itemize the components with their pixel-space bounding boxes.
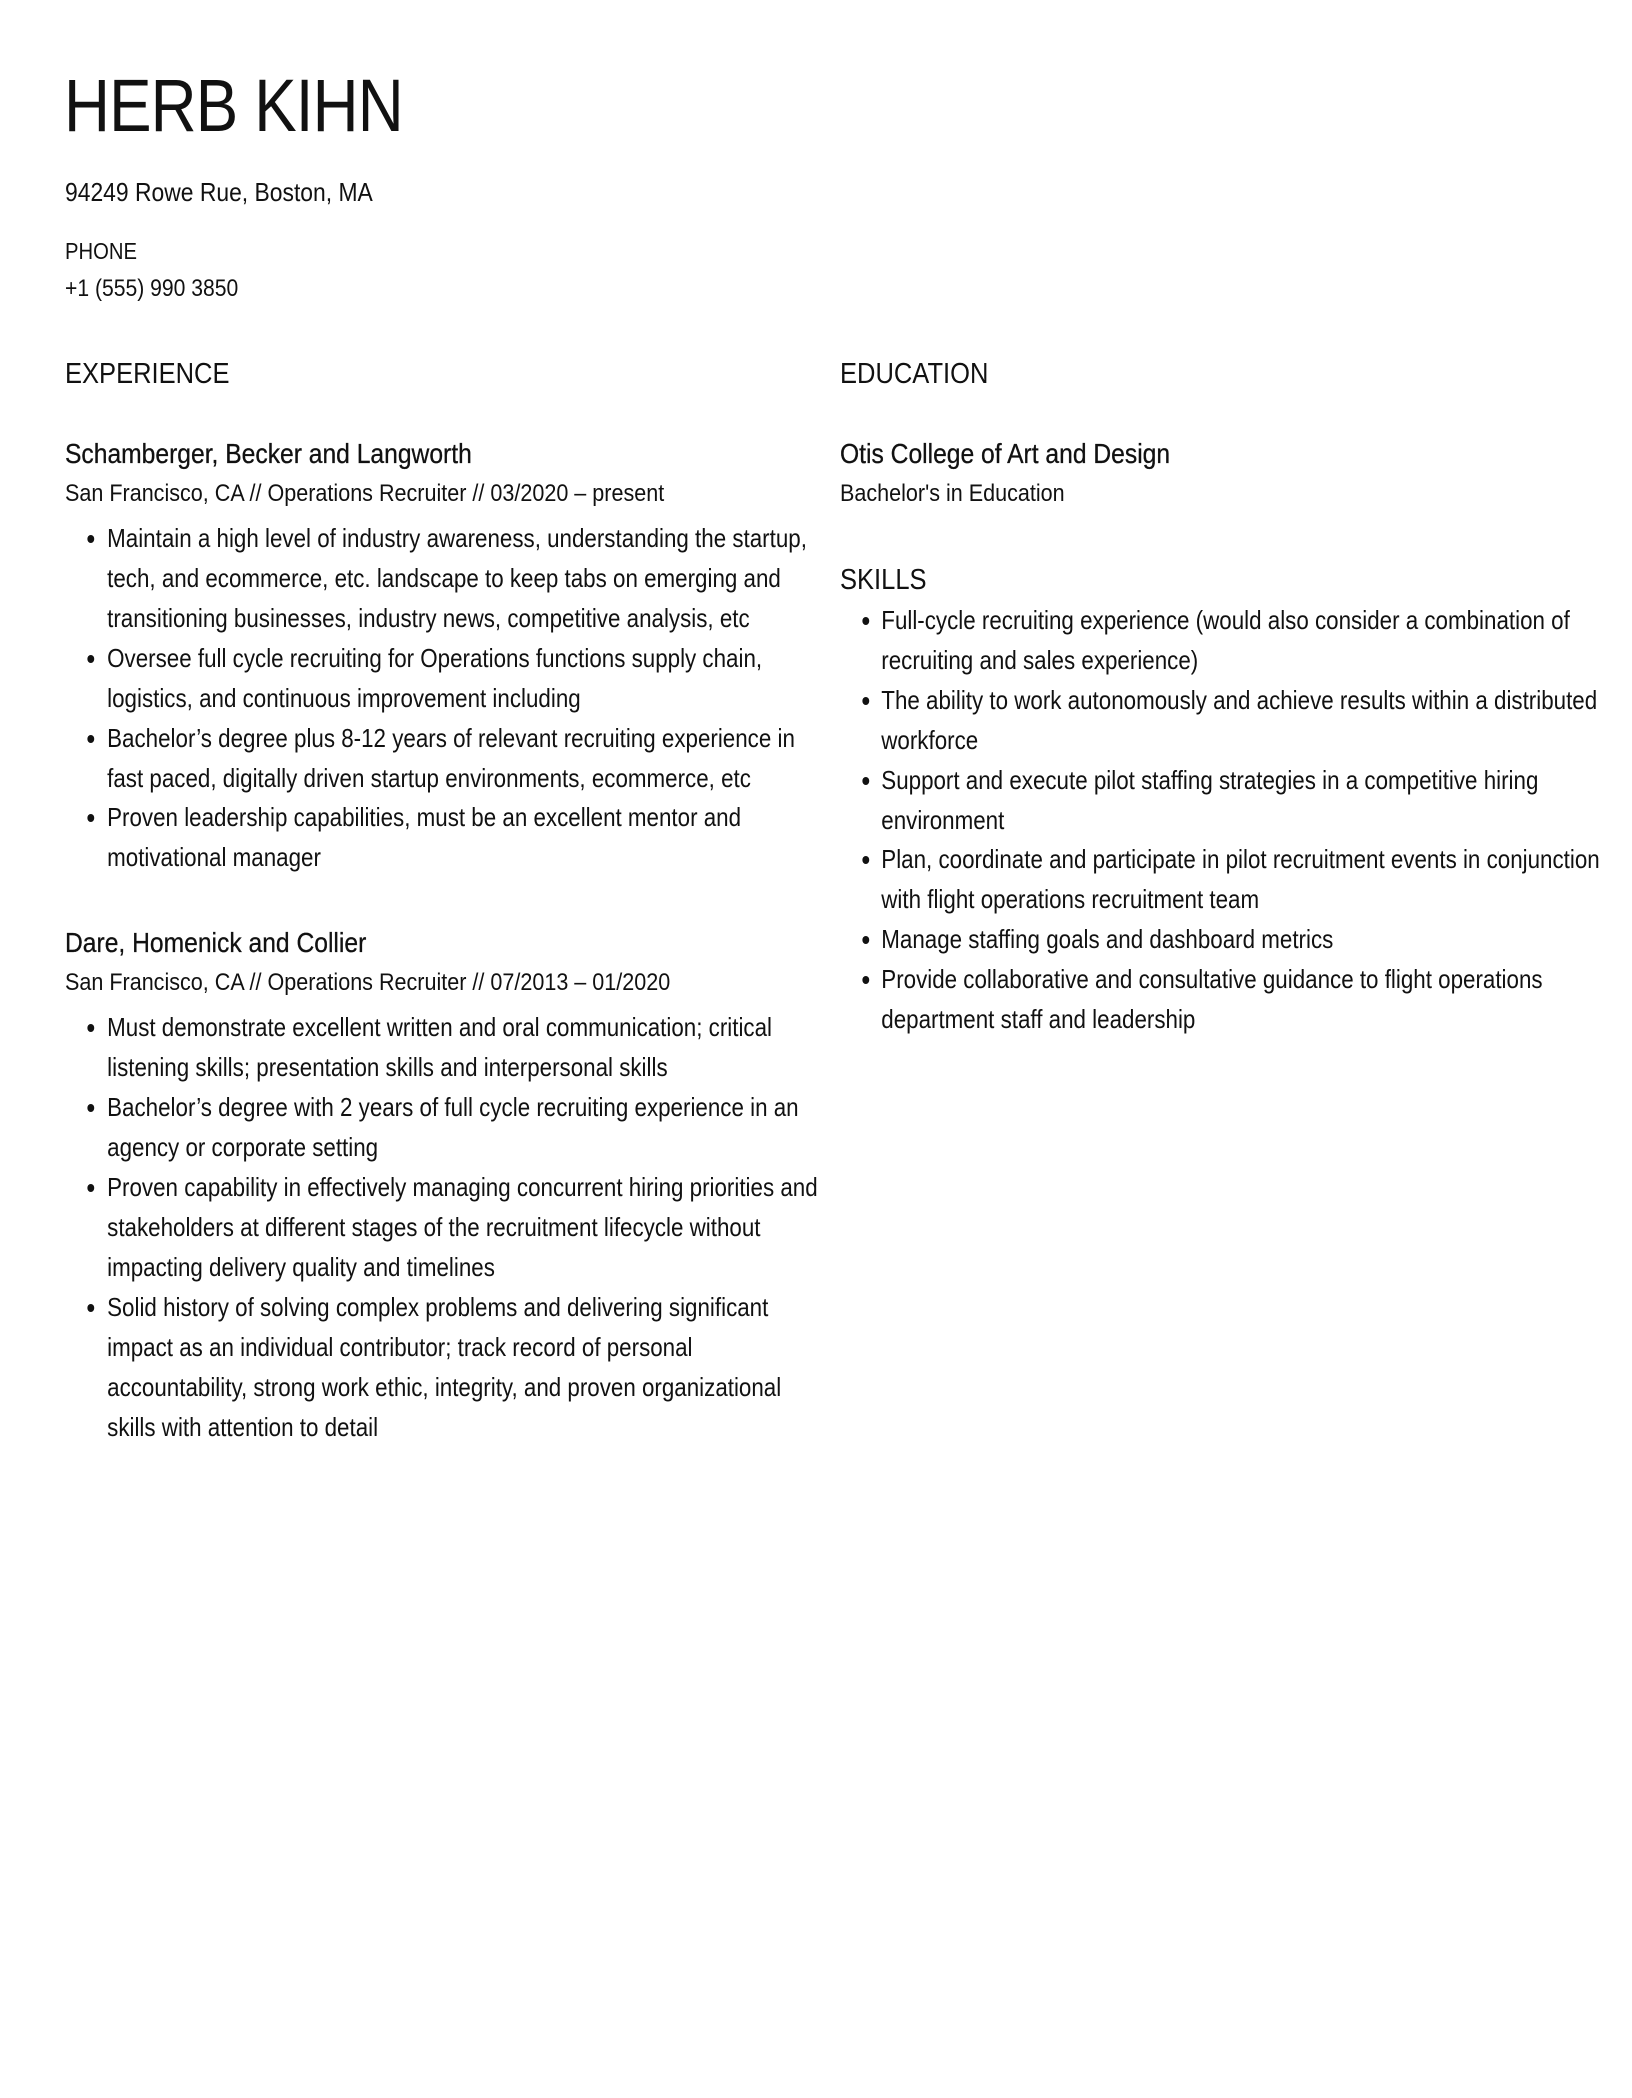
skills-list [840, 600, 1600, 1039]
skill-item [840, 839, 1604, 919]
job-bullets [65, 518, 805, 877]
address: 94249 Rowe Rue, Boston, MA [65, 177, 373, 207]
job-bullet-text: Solid history of solving complex problems and delivering significant impact as an individual contributor; track record of personal accountability, strong work ethic, integrity, and proven organizational skills with attention to detail [107, 1291, 782, 1442]
school-name: Otis College of Art and Design [840, 438, 1171, 469]
job-bullet-text: Proven capability in effectively managing concurrent hiring priorities and stakeholders at different stages of the recruitment lifecycle without impacting delivery quality and timelines [107, 1171, 818, 1282]
bullet-icon [87, 814, 94, 822]
experience-heading: EXPERIENCE [65, 358, 230, 390]
skill-item [840, 680, 1604, 760]
job-bullet [65, 638, 830, 718]
education-entry [840, 434, 1580, 514]
bullet-icon [87, 735, 94, 743]
degree: Bachelor's in Education [840, 480, 1065, 507]
bullet-icon [87, 1184, 94, 1192]
bullet-icon [87, 1104, 94, 1112]
bullet-icon [862, 777, 869, 785]
job-bullet [65, 718, 830, 798]
skill-text: Manage staffing goals and dashboard metrics [881, 924, 1334, 955]
education-heading: EDUCATION [840, 358, 989, 390]
job-company: Dare, Homenick and Collier [65, 927, 367, 959]
bullet-icon [862, 936, 869, 944]
experience-section [65, 354, 818, 1447]
skills-heading: SKILLS [840, 564, 927, 596]
bullet-icon [87, 535, 94, 543]
skill-item [840, 959, 1604, 1039]
job-details: San Francisco, CA // Operations Recruiter // 07/2013 – 01/2020 [65, 969, 671, 997]
phone-number: +1 (555) 990 3850 [65, 275, 239, 302]
bullet-icon [87, 1024, 94, 1032]
right-column [840, 354, 1600, 1039]
bullet-icon [862, 697, 869, 705]
skill-item [840, 600, 1604, 680]
job-details: San Francisco, CA // Operations Recruiter // 03/2020 – present [65, 480, 665, 507]
skill-item [840, 919, 1604, 959]
candidate-name: HERB KIHN [64, 64, 403, 147]
job-bullets [65, 1007, 818, 1446]
job-bullet-text: Bachelor’s degree with 2 years of full cycle recruiting experience in an agency or corporate setting [107, 1092, 799, 1163]
job-bullet [65, 1287, 830, 1447]
job-bullet-text: Oversee full cycle recruiting for Operations functions supply chain, logistics, and continuous improvement including [107, 642, 763, 713]
bullet-icon [862, 976, 869, 984]
job-bullet-text: Proven leadership capabilities, must be an excellent mentor and motivational manager [107, 802, 742, 873]
job-bullet [65, 797, 830, 877]
job-entry [65, 434, 805, 877]
bullet-icon [862, 617, 869, 625]
skill-text: Full-cycle recruiting experience (would also consider a combination of recruiting and sales experience) [881, 605, 1570, 675]
job-bullet-text: Must demonstrate excellent written and oral communication; critical listening skills; presentation skills and interpersonal skills [107, 1012, 773, 1083]
skill-text: Provide collaborative and consultative guidance to flight operations department staff and leadership [881, 964, 1543, 1035]
job-bullet [65, 1007, 830, 1087]
bullet-icon [87, 1304, 94, 1312]
skills-section [840, 560, 1600, 1039]
skill-text: Plan, coordinate and participate in pilot recruitment events in conjunction with flight operations recruitment team [881, 844, 1600, 915]
bullet-icon [862, 856, 869, 864]
job-bullet-text: Maintain a high level of industry awareness, understanding the startup, tech, and ecommerce, etc. landscape to keep tabs on emerging and transitioning businesses, industry news, competitive analysis, etc [107, 523, 807, 633]
job-entry [65, 923, 818, 1446]
skill-text: Support and execute pilot staffing strategies in a competitive hiring environment [881, 764, 1539, 835]
job-bullet [65, 1087, 830, 1167]
phone-label: PHONE [65, 238, 137, 264]
skill-text: The ability to work autonomously and achieve results within a distributed workforce [881, 684, 1598, 755]
job-bullet [65, 518, 830, 638]
job-bullet [65, 1167, 830, 1287]
education-section [840, 354, 1580, 514]
bullet-icon [87, 655, 94, 663]
skill-item [840, 760, 1604, 840]
job-company: Schamberger, Becker and Langworth [65, 438, 472, 469]
job-bullet-text: Bachelor’s degree plus 8-12 years of relevant recruiting experience in fast paced, digitally driven startup environments, ecommerce, etc [107, 722, 795, 793]
